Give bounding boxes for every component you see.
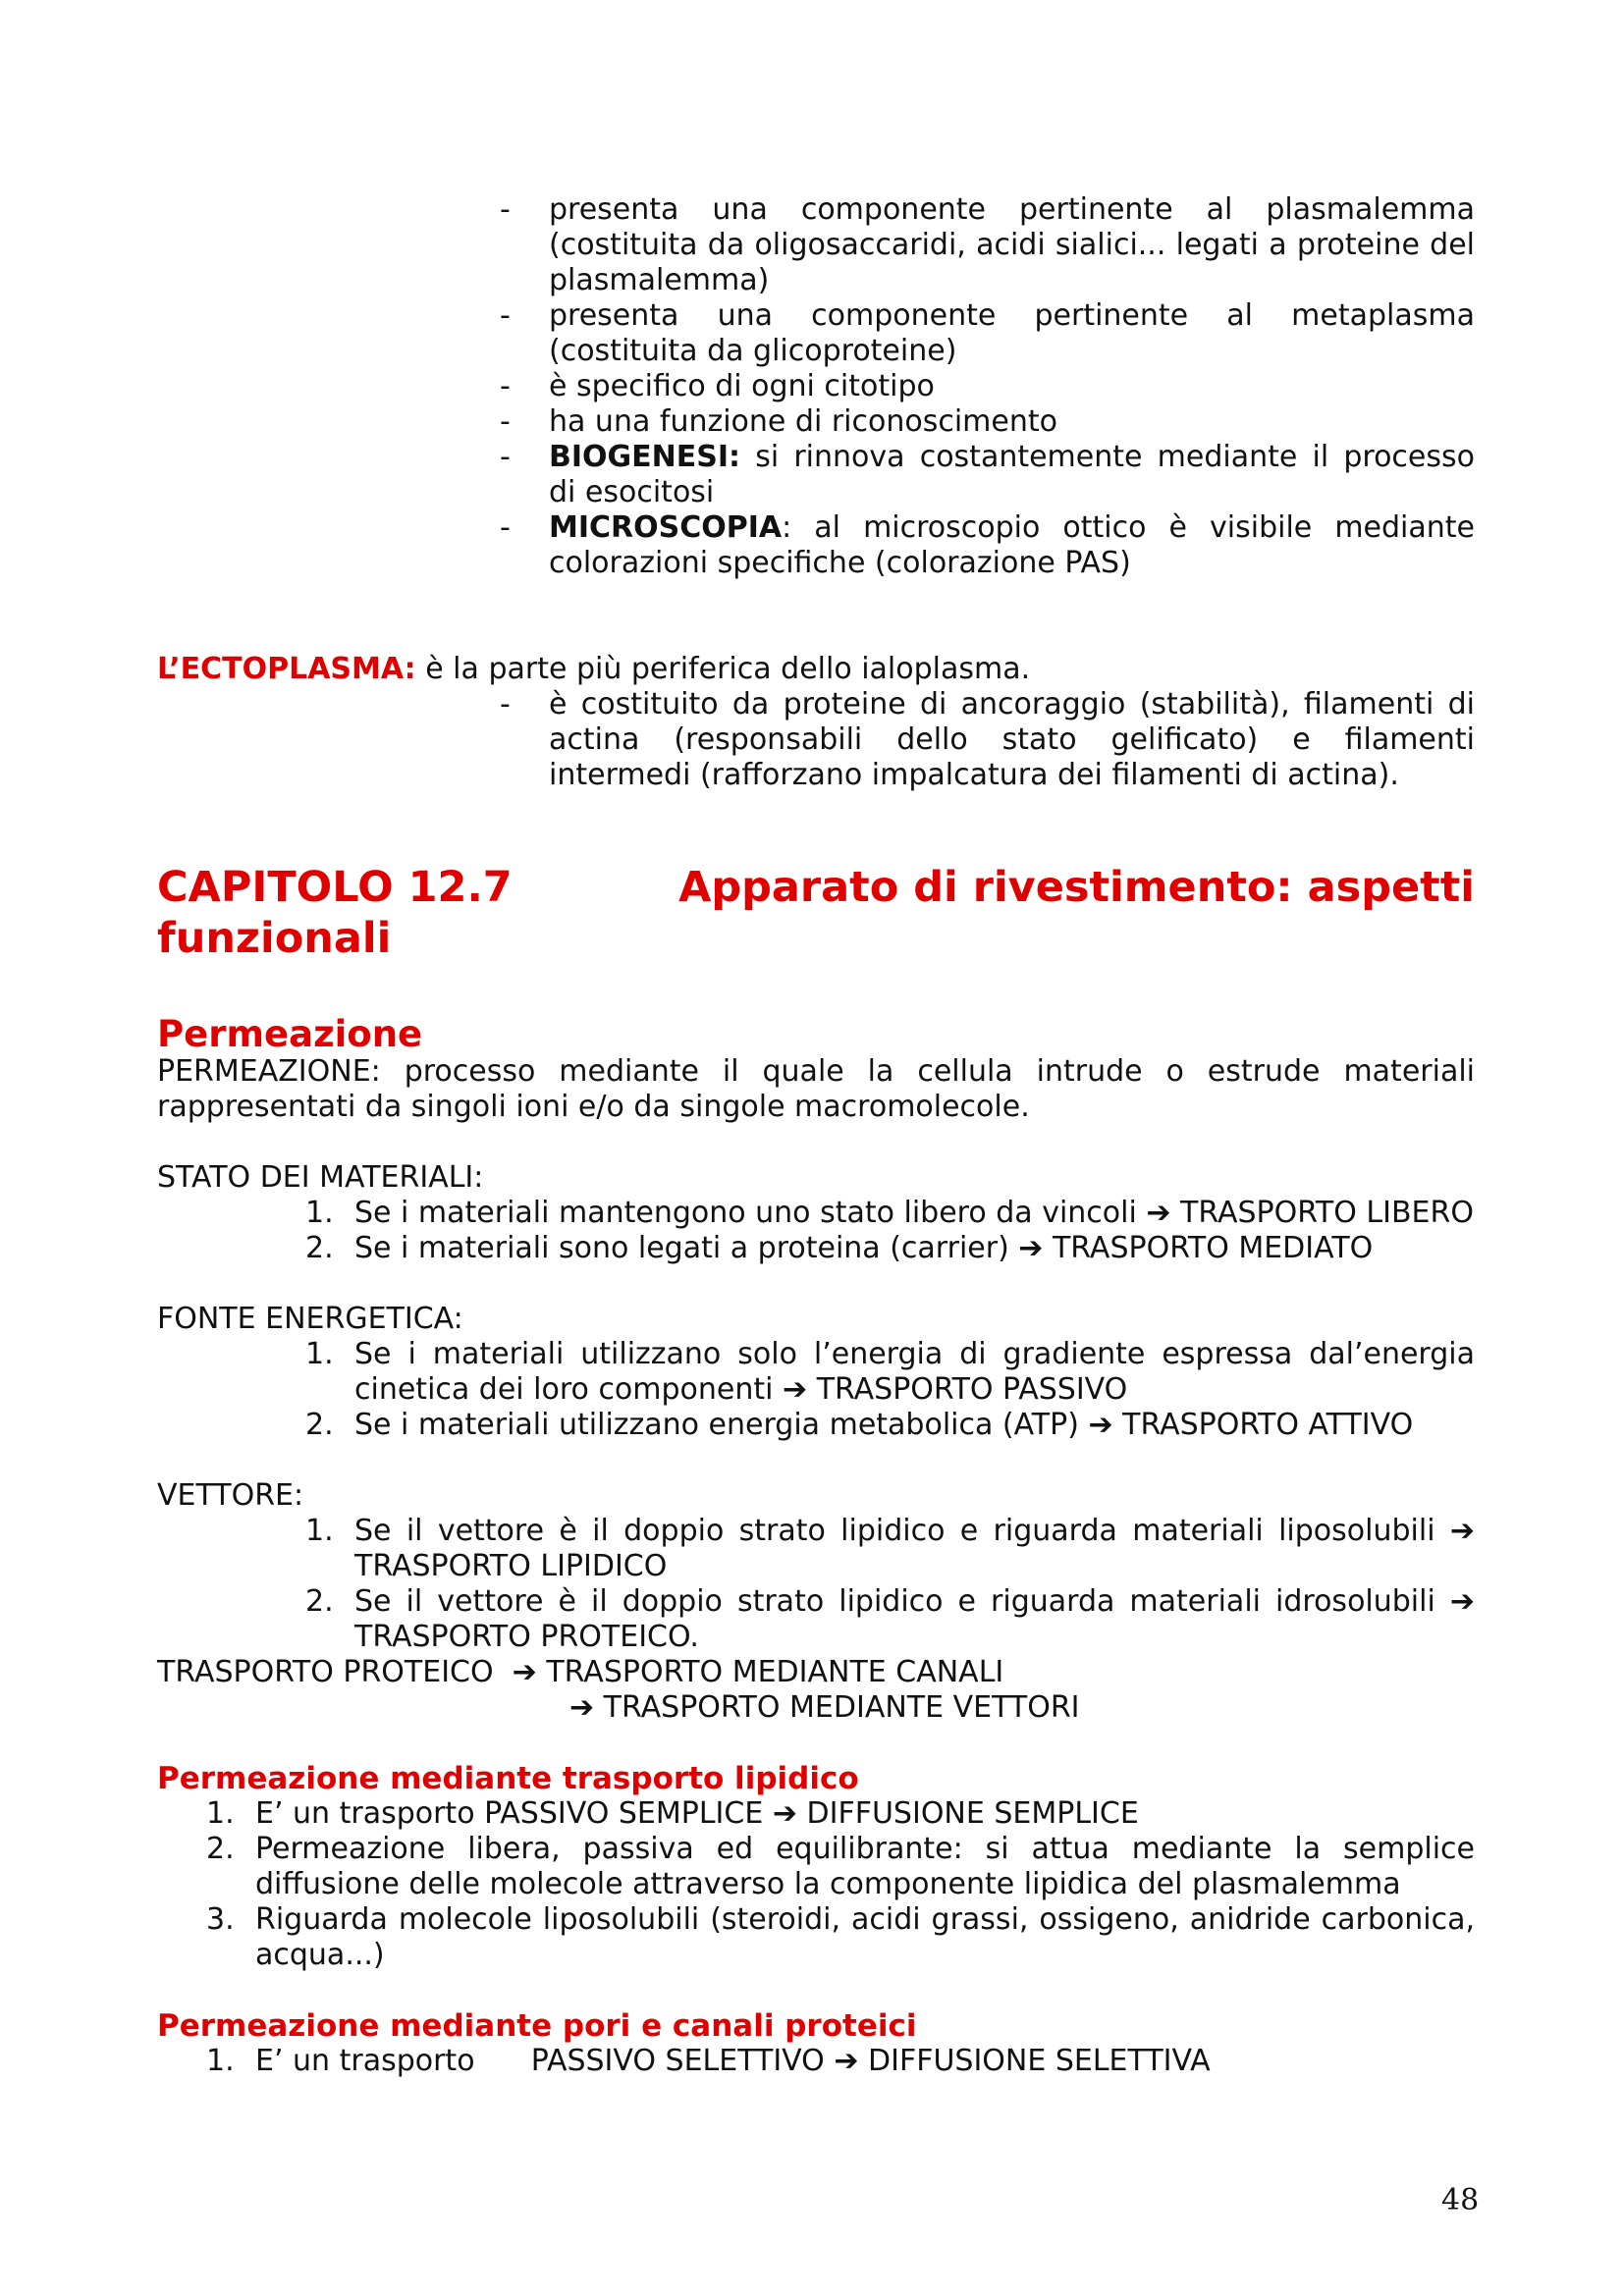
list-item — [157, 1196, 1475, 1231]
section-title-pori: Permeazione mediante pori e canali proteici — [157, 2008, 917, 2044]
chapter-title-part1: Apparato di rivestimento: aspetti — [678, 863, 1475, 912]
page-number: 48 — [1441, 2183, 1480, 2217]
fonte-list — [157, 1337, 1475, 1443]
section-title-permeazione: Permeazione — [157, 1013, 423, 1055]
intro-bullet-list — [500, 192, 1475, 581]
list-item — [157, 2044, 1475, 2079]
item-number: 1. — [206, 2044, 235, 2078]
item-text: E’ un trasporto PASSIVO SELETTIVO ➔ DIFFUSIONE SELETTIVA — [255, 2044, 1211, 2078]
item-number: 1. — [206, 1796, 235, 1831]
item-text: Se i materiali utilizzano energia metabolica (ATP) ➔ TRASPORTO ATTIVO — [354, 1408, 1414, 1442]
pori-list — [157, 2044, 1475, 2079]
list-item-biogenesi — [500, 440, 1475, 510]
item-number: 1. — [305, 1196, 334, 1230]
lipidico-list — [157, 1796, 1475, 1973]
item-text: Se il vettore è il doppio strato lipidico e riguarda materiali liposolubili ➔ TRASPORTO LIPIDICO — [354, 1514, 1475, 1583]
list-item — [157, 1796, 1475, 1832]
item-number: 2. — [206, 1832, 235, 1866]
list-item: - è costituito da proteine di ancoraggio (stabilità), filamenti di actina (responsabili dello stato gelificato) e filamenti intermedi (rafforzano impalcatura dei filamenti di actina). — [500, 687, 1475, 793]
list-item — [157, 1584, 1475, 1655]
stato-label: STATO DEI MATERIALI: — [157, 1160, 484, 1195]
ectoplasma-text: è la parte più periferica dello ialoplasma. — [415, 652, 1031, 686]
list-item: - è specifico di ogni citotipo — [500, 369, 1475, 404]
chapter-heading — [157, 862, 1475, 964]
item-text: Permeazione libera, passiva ed equilibrante: si attua mediante la semplice diffusione delle molecole attraverso la componente lipidica del plasmalemma — [255, 1832, 1475, 1901]
list-item — [157, 1902, 1475, 1973]
item-text: Se il vettore è il doppio strato lipidico e riguarda materiali idrosolubili ➔ TRASPORTO PROTEICO. — [354, 1584, 1475, 1654]
list-item — [157, 1231, 1475, 1266]
list-item: - presenta una componente pertinente al plasmalemma (costituita da oligosaccaridi, acidi sialici... legati a proteine del plasmalemma) — [500, 192, 1475, 298]
list-item — [157, 1337, 1475, 1408]
list-item — [157, 1832, 1475, 1902]
item-number: 2. — [305, 1231, 334, 1265]
item-text: E’ un trasporto PASSIVO SEMPLICE ➔ DIFFUSIONE SEMPLICE — [255, 1796, 1139, 1831]
document-page — [157, 192, 1475, 2079]
stato-list — [157, 1196, 1475, 1266]
list-item: - ha una funzione di riconoscimento — [500, 404, 1475, 440]
permeazione-definition: PERMEAZIONE: processo mediante il quale la cellula intrude o estrude materiali rappresentati da singoli ioni e/o da singole macromolecole. — [157, 1054, 1475, 1124]
trasporto-proteico-line1: TRASPORTO PROTEICO ➔ TRASPORTO MEDIANTE CANALI — [157, 1655, 1004, 1689]
ectoplasma-bullet-list — [500, 687, 1475, 793]
microscopia-text: : al microscopio ottico è visibile mediante colorazioni specifiche (colorazione PAS) — [549, 510, 1475, 580]
item-number: 2. — [305, 1408, 334, 1442]
item-number: 1. — [305, 1514, 334, 1548]
item-text: Se i materiali utilizzano solo l’energia di gradiente espressa dal’energia cinetica dei loro componenti ➔ TRASPORTO PASSIVO — [354, 1337, 1475, 1407]
fonte-label: FONTE ENERGETICA: — [157, 1302, 463, 1336]
microscopia-label: MICROSCOPIA — [549, 510, 783, 545]
chapter-heading-line — [157, 862, 1475, 913]
biogenesi-label: BIOGENESI: — [549, 440, 741, 474]
ectoplasma-paragraph — [157, 652, 1475, 687]
item-number: 1. — [305, 1337, 334, 1371]
item-text: Riguarda molecole liposolubili (steroidi, acidi grassi, ossigeno, anidride carbonica, acqua...) — [255, 1902, 1475, 1972]
list-item: - presenta una componente pertinente al metaplasma (costituita da glicoproteine) — [500, 298, 1475, 369]
item-number: 2. — [305, 1584, 334, 1619]
trasporto-proteico-line2: ➔ TRASPORTO MEDIANTE VETTORI — [569, 1690, 1080, 1725]
chapter-title-part2: funzionali — [157, 914, 392, 963]
section-title-lipidico: Permeazione mediante trasporto lipidico — [157, 1761, 859, 1796]
list-item — [157, 1514, 1475, 1584]
item-number: 3. — [206, 1902, 235, 1937]
ectoplasma-label: L’ECTOPLASMA: — [157, 652, 416, 686]
vettore-label: VETTORE: — [157, 1478, 304, 1513]
chapter-number: CAPITOLO 12.7 — [157, 863, 513, 912]
item-text: Se i materiali sono legati a proteina (carrier) ➔ TRASPORTO MEDIATO — [354, 1231, 1374, 1265]
list-item-microscopia — [500, 510, 1475, 581]
biogenesi-text: si rinnova costantemente mediante il processo di esocitosi — [549, 440, 1475, 509]
vettore-list — [157, 1514, 1475, 1655]
item-text: Se i materiali mantengono uno stato libero da vincoli ➔ TRASPORTO LIBERO — [354, 1196, 1474, 1230]
list-item — [157, 1408, 1475, 1443]
